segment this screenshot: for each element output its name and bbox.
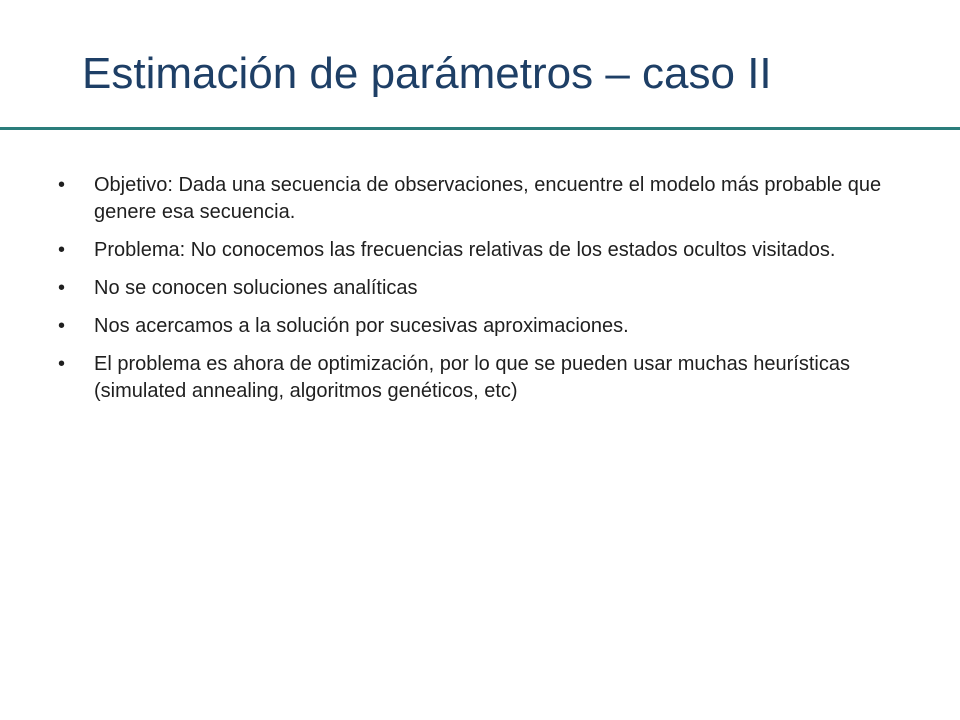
bullet-text: El problema es ahora de optimización, por lo que se pueden usar muchas heurísticas (simulated annealing, algoritmos genéticos, etc) — [94, 353, 850, 402]
bullet-item — [58, 275, 918, 302]
bullet-item — [58, 237, 918, 264]
bullet-icon: • — [58, 174, 66, 196]
slide-title: Estimación de parámetros – caso II — [82, 49, 772, 98]
title-divider — [0, 127, 960, 130]
bullet-item — [58, 351, 918, 405]
bullet-icon: • — [58, 315, 66, 337]
bullet-icon: • — [58, 277, 66, 299]
bullet-text: Nos acercamos a la solución por sucesivas aproximaciones. — [94, 315, 629, 337]
bullet-text: Objetivo: Dada una secuencia de observaciones, encuentre el modelo más probable que genere esa secuencia. — [94, 174, 882, 223]
bullet-icon: • — [58, 239, 66, 261]
bullet-icon: • — [58, 353, 66, 375]
bullet-text: Problema: No conocemos las frecuencias relativas de los estados ocultos visitados. — [94, 239, 836, 261]
bullet-item — [58, 313, 918, 340]
bullet-list — [58, 172, 918, 416]
bullet-item — [58, 172, 918, 226]
bullet-text: No se conocen soluciones analíticas — [94, 277, 418, 299]
